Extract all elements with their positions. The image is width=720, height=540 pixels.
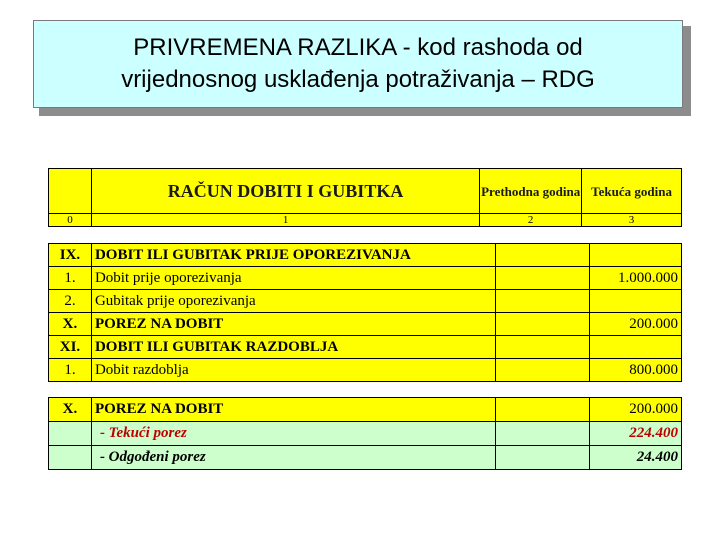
current-tax-label: - Tekući porez xyxy=(91,422,495,446)
row-curr-value: 200.000 xyxy=(590,398,682,422)
row-number xyxy=(49,446,92,470)
title-line-2: vrijednosnog usklađenja potraživanja – RDG xyxy=(121,66,595,93)
row-number: X. xyxy=(49,398,92,422)
header-table xyxy=(48,168,682,227)
column-index-1: 1 xyxy=(91,214,479,227)
table-row xyxy=(49,359,682,382)
row-prev-value xyxy=(496,446,590,470)
row-curr-value: 200.000 xyxy=(590,313,682,336)
row-prev-value xyxy=(496,267,590,290)
table-row xyxy=(49,267,682,290)
row-label: Dobit razdoblja xyxy=(91,359,495,382)
tax-breakdown-table xyxy=(48,397,682,470)
header-corner-cell xyxy=(49,169,92,214)
row-number: IX. xyxy=(49,244,92,267)
report-title: RAČUN DOBITI I GUBITKA xyxy=(91,169,479,214)
row-curr-value: 1.000.000 xyxy=(590,267,682,290)
row-curr-value xyxy=(590,290,682,313)
row-curr-value xyxy=(590,244,682,267)
row-number: XI. xyxy=(49,336,92,359)
row-label: DOBIT ILI GUBITAK RAZDOBLJA xyxy=(91,336,495,359)
title-line-1: PRIVREMENA RAZLIKA - kod rashoda od xyxy=(133,34,583,61)
row-prev-value xyxy=(496,313,590,336)
table-row xyxy=(49,336,682,359)
column-header-current-year: Tekuća godina xyxy=(582,169,682,214)
table-row xyxy=(49,446,682,470)
slide-title xyxy=(33,20,683,108)
income-statement-table xyxy=(48,243,682,382)
row-label: DOBIT ILI GUBITAK PRIJE OPOREZIVANJA xyxy=(91,244,495,267)
row-curr-value xyxy=(590,336,682,359)
row-number: X. xyxy=(49,313,92,336)
column-index-0: 0 xyxy=(49,214,92,227)
column-index-2: 2 xyxy=(480,214,582,227)
table-row xyxy=(49,290,682,313)
table-row xyxy=(49,244,682,267)
table-row xyxy=(49,422,682,446)
row-number xyxy=(49,422,92,446)
row-label: POREZ NA DOBIT xyxy=(91,313,495,336)
row-prev-value xyxy=(496,244,590,267)
row-number: 1. xyxy=(49,267,92,290)
deferred-tax-label: - Odgođeni porez xyxy=(91,446,495,470)
table-row xyxy=(49,313,682,336)
row-prev-value xyxy=(496,398,590,422)
row-curr-value: 800.000 xyxy=(590,359,682,382)
column-index-3: 3 xyxy=(582,214,682,227)
row-label: Dobit prije oporezivanja xyxy=(91,267,495,290)
row-prev-value xyxy=(496,290,590,313)
row-prev-value xyxy=(496,422,590,446)
row-prev-value xyxy=(496,336,590,359)
row-prev-value xyxy=(496,359,590,382)
row-label: POREZ NA DOBIT xyxy=(91,398,495,422)
row-label: Gubitak prije oporezivanja xyxy=(91,290,495,313)
current-tax-value: 224.400 xyxy=(590,422,682,446)
deferred-tax-value: 24.400 xyxy=(590,446,682,470)
row-number: 2. xyxy=(49,290,92,313)
row-number: 1. xyxy=(49,359,92,382)
table-row xyxy=(49,398,682,422)
column-header-previous-year: Prethodna godina xyxy=(480,169,582,214)
